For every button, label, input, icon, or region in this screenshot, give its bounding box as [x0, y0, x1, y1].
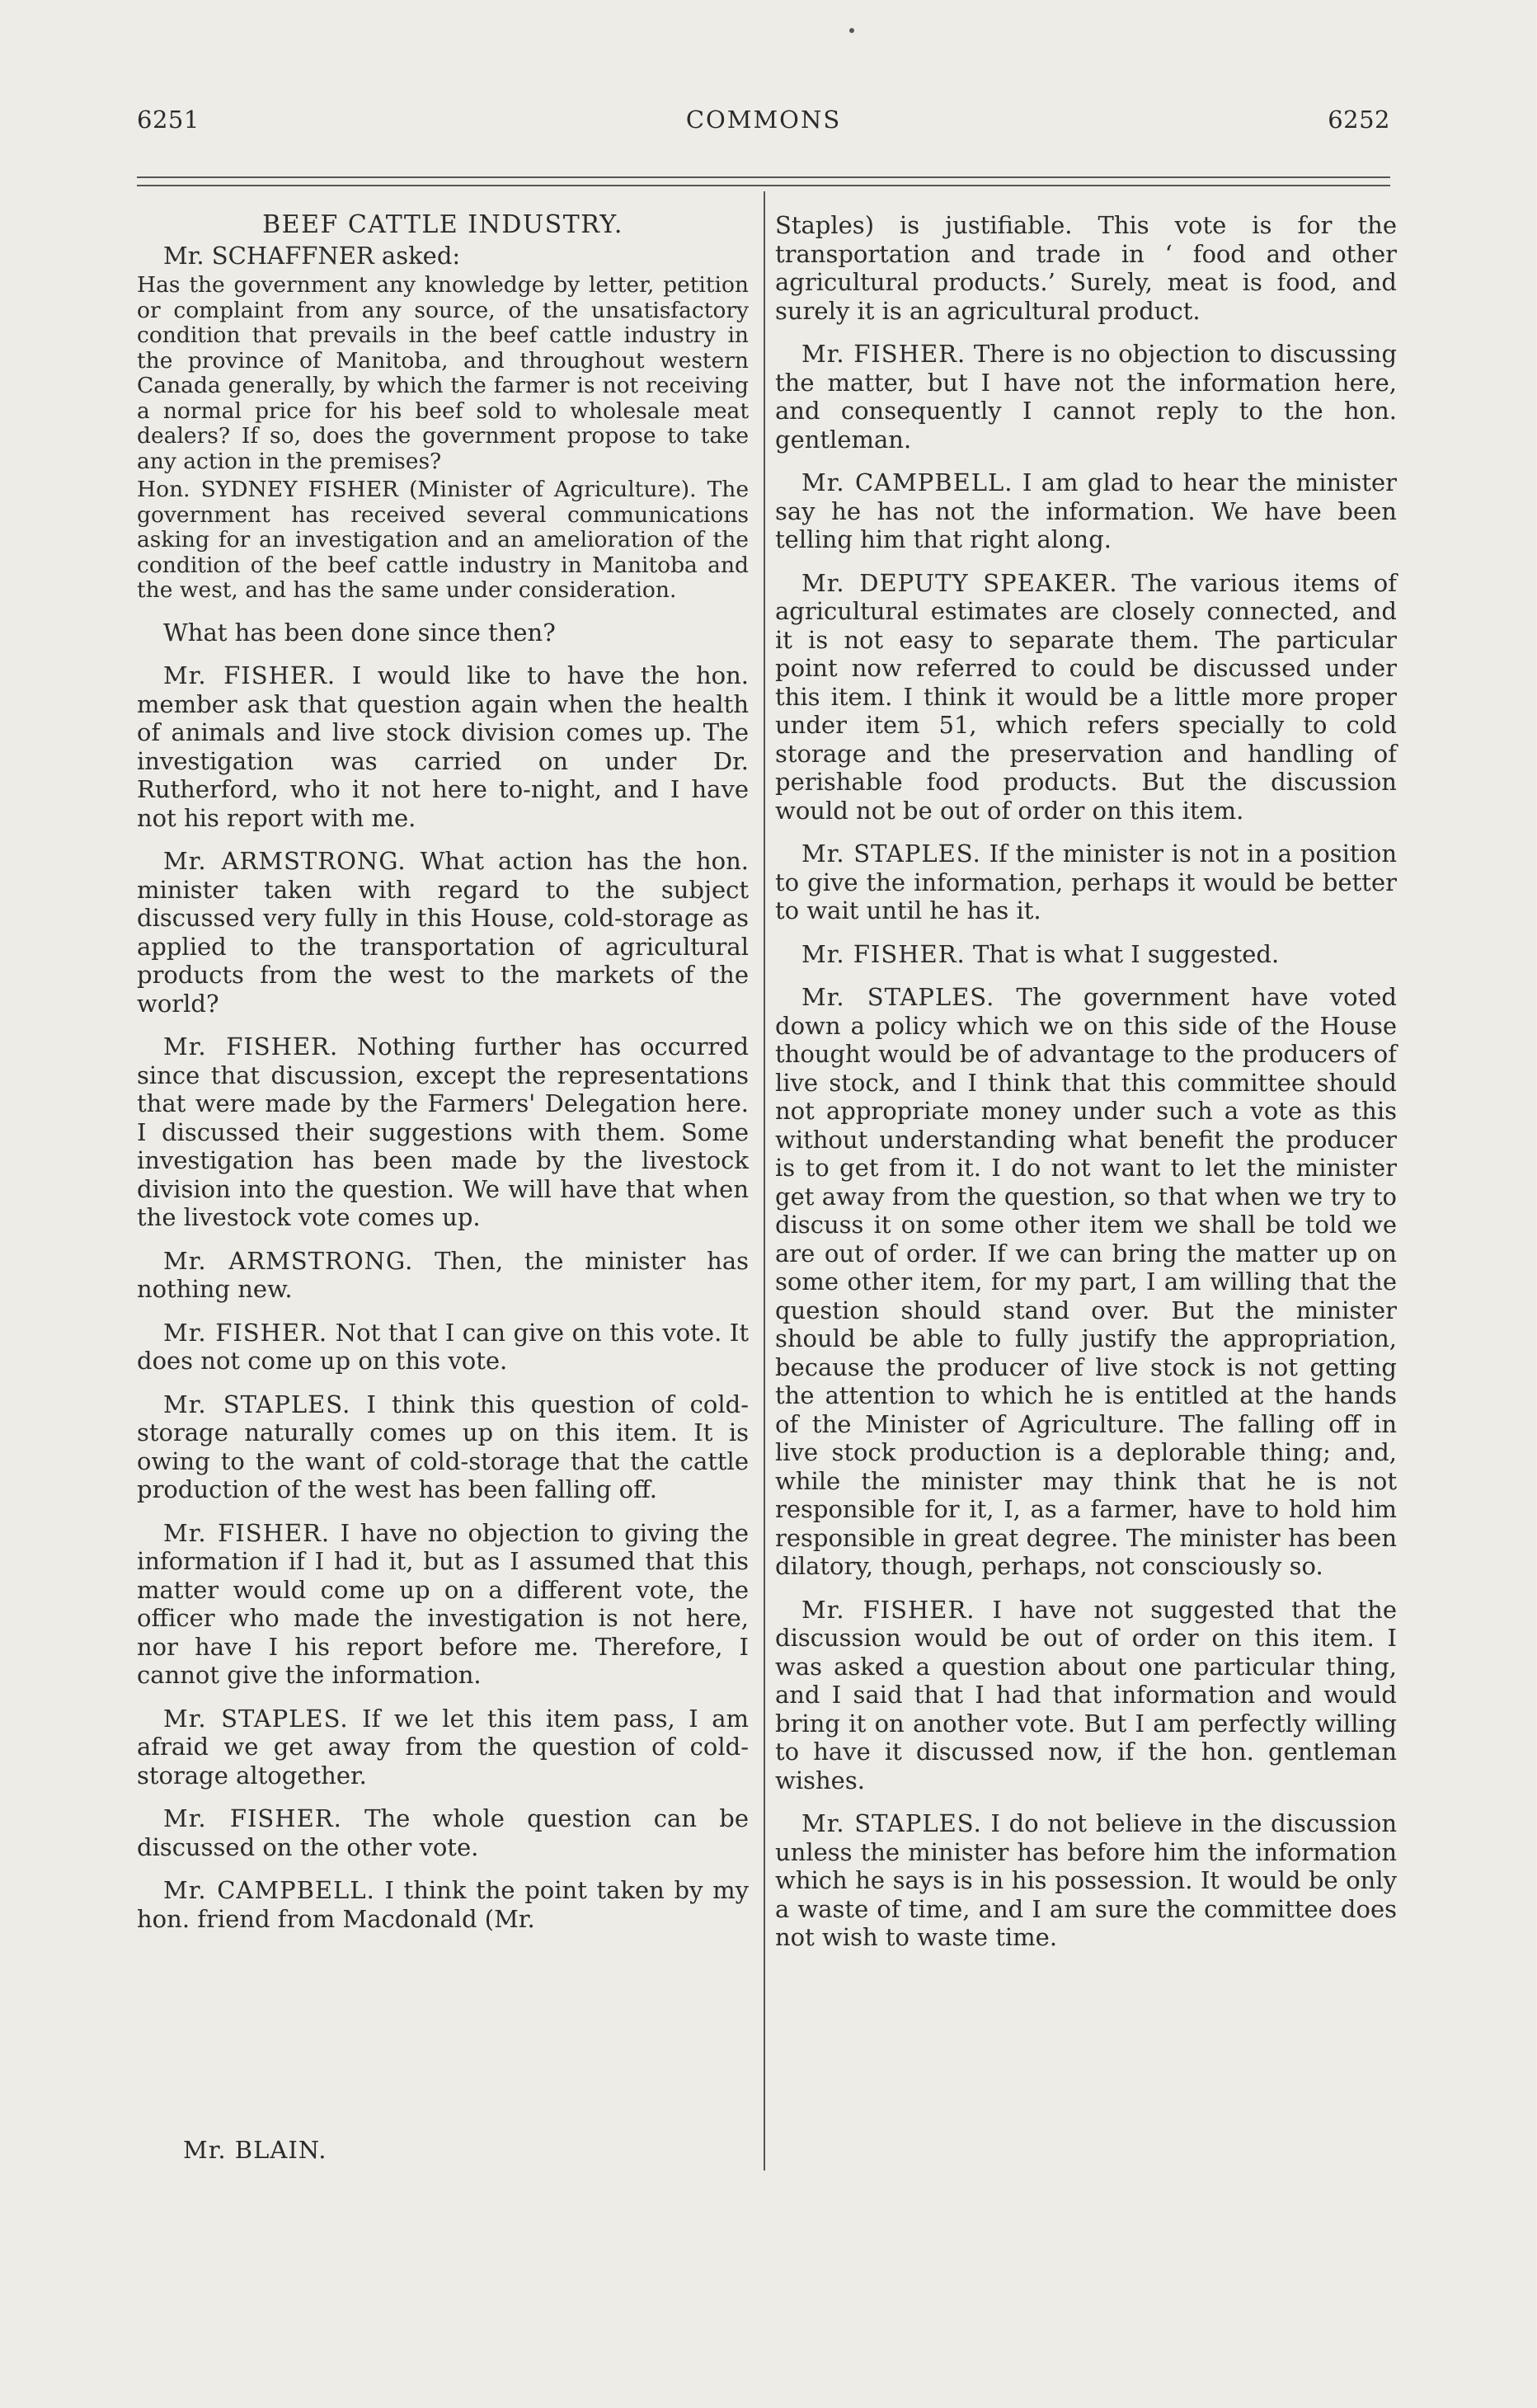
remark	[775, 569, 1397, 825]
remark-text: Not that I can give on this vote. It does not come up on this vote.	[137, 1318, 750, 1375]
speaker-name: Mr. FISHER.	[163, 1318, 328, 1347]
speaker-name: Mr. CAMPBELL.	[163, 1876, 375, 1904]
left-column	[137, 211, 749, 1948]
remark	[137, 847, 749, 1018]
remark	[775, 940, 1397, 969]
remark	[137, 618, 749, 647]
remark	[137, 1319, 749, 1376]
right-page-number: 6252	[1328, 106, 1390, 134]
remark-text: The various items of agricultural estimates are closely connected, and it is not easy to separate them. The particular point now referred to could be discussed under this item. I think it would be a little more proper under item 51, which refers specially to cold storage and the preservation and handling of perishable food products. But the discussion would not be out of order on this item.	[775, 568, 1397, 825]
remark-text: What action has the hon. minister taken with regard to the subject discussed very fully in this House, cold-storage as applied to the transportation of agricultural products from the west to the markets of the world?	[137, 847, 749, 1018]
remark	[775, 340, 1397, 454]
remark	[137, 1705, 749, 1790]
speaker-name: Mr. ARMSTRONG.	[163, 847, 407, 875]
remark	[775, 840, 1397, 925]
remark-text: Nothing further has occurred since that discussion, except the representations that were made by the Farmers' Delegation here. I discussed their suggestions with them. Some investigation has been made by the livestock division into the question. We will have that when the livestock vote comes up.	[137, 1032, 750, 1231]
remark-text: I have not suggested that the discussion would be out of order on this item. I was asked a question about one particular thing, and I said that I had that information and would bring it on another vote. But I am perfectly willing to have it discussed now, if the hon. gentleman wishes.	[775, 1595, 1398, 1794]
speaker-name: Mr. FISHER.	[163, 1518, 331, 1547]
remark-text: What has been done since then?	[163, 618, 556, 647]
remark	[137, 1876, 749, 1933]
speaker-name: Mr. DEPUTY SPEAKER.	[801, 568, 1118, 597]
speaker-name: Mr. FISHER.	[801, 1595, 975, 1624]
remark-text: I think the point taken by my hon. friend from Macdonald (Mr.	[137, 1876, 749, 1933]
remark-text: The whole question can be discussed on the other vote.	[137, 1804, 749, 1861]
remark	[775, 1596, 1397, 1795]
remark	[137, 1804, 749, 1861]
right-column	[775, 211, 1397, 1967]
remark-text: I am glad to hear the minister say he has not the information. We have been telling him that right along.	[775, 468, 1398, 553]
speaker-name: Mr. ARMSTRONG.	[163, 1246, 414, 1275]
remark-text: I do not believe in the discussion unless the minister has before him the information which he says is in his possession. It would be only a waste of time, and I am sure the committee does not wish to waste time.	[775, 1809, 1397, 1951]
header-rule-top	[137, 176, 1390, 178]
remark	[137, 1247, 749, 1304]
remark-text: That is what I suggested.	[972, 939, 1280, 968]
remark-text: If we let this item pass, I am afraid we get away from the question of cold-storage altogether.	[137, 1704, 749, 1790]
remark-text: The government have voted down a policy which we on this side of the House thought would be of advantage to the producers of live stock, and I think that this committee should not appropriate money under such a vote as this without understanding what benefit the producer is to get from it. I do not want to let the minister get away from the question, so that when we try to discuss it on some other item we shall be told we are out of order. If we can bring the matter up on some other item, for my part, I am willing that the question should stand over. But the minister should be able to fully justify the appropriation, because the producer of live stock is not getting the attention to which he is entitled at the hands of the Minister of Agriculture. The falling off in live stock production is a deplorable thing; and, while the minister may think that he is not responsible for it, I, as a farmer, have to hold him responsible in great degree. The minister has been dilatory, though, perhaps, not consciously so.	[775, 983, 1397, 1580]
speaker-name: Mr. STAPLES.	[801, 1809, 982, 1837]
remark-text: Then, the minister has nothing new.	[137, 1246, 749, 1303]
speaker-name: Mr. STAPLES.	[801, 983, 995, 1011]
question-asker: Mr. SCHAFFNER asked:	[163, 241, 461, 270]
remark-text: I have no objection to giving the information if I had it, but as I assumed that this matter would come up on a different vote, the officer who made the investigation is not here, nor have I his report before me. Therefore, I cannot give the information.	[137, 1518, 750, 1689]
remark	[775, 468, 1397, 554]
header-rule-bottom	[137, 185, 1390, 186]
remark-text: There is no objection to discussing the matter, but I have not the information here, and consequently I cannot reply to the hon. gentleman.	[775, 340, 1398, 454]
remark-text: I think this question of cold-storage naturally comes up on this item. It is owing to the want of cold-storage that the cattle production of the west has been falling off.	[137, 1390, 749, 1503]
speaker-name: Mr. STAPLES.	[163, 1390, 351, 1418]
remark-continuation: Staples) is justifiable. This vote is for the transportation and trade in ‘ food and other agricultural products.’ Surely, meat is food, and surely it is an agricultural product.	[775, 211, 1397, 325]
remark	[775, 983, 1397, 1581]
left-page-number: 6251	[137, 106, 200, 134]
speaker-name: Mr. FISHER.	[163, 661, 336, 689]
speaker-name: Mr. FISHER.	[801, 340, 966, 368]
print-speck	[849, 28, 854, 33]
page-header	[137, 106, 1390, 142]
remark	[775, 1809, 1397, 1952]
speaker-name: Mr. FISHER.	[163, 1032, 339, 1061]
written-answer: Hon. SYDNEY FISHER (Minister of Agriculture). The government has received several communications asking for an investigation and an amelioration of the condition of the beef cattle industry in Manitoba and the west, and has the same under consideration.	[137, 477, 749, 603]
remark-text: I would like to have the hon. member ask that question again when the health of animals and live stock division comes up. The investigation was carried on under Dr. Rutherford, who it not here to-night, and I have not his report with me.	[137, 661, 750, 832]
speaker-name: Mr. STAPLES.	[163, 1704, 349, 1733]
speaker-name: Mr. FISHER.	[801, 939, 966, 968]
remark	[137, 1032, 749, 1232]
speaker-name: Mr. FISHER.	[163, 1804, 342, 1832]
section-title: BEEF CATTLE INDUSTRY.	[262, 210, 623, 239]
page-footer-speaker: Mr. BLAIN.	[183, 2136, 327, 2164]
running-title: COMMONS	[685, 106, 842, 134]
remark	[137, 661, 749, 832]
written-question: Has the government any knowledge by letter, petition or complaint from any source, of the unsatisfactory condition that prevails in the beef cattle industry in the province of Manitoba, and throughout western Canada generally, by which the farmer is not receiving a normal price for his beef sold to wholesale meat dealers? If so, does the government propose to take any action in the premises?	[137, 272, 749, 474]
remark-text: If the minister is not in a position to give the information, perhaps it would be better to wait until he has it.	[775, 840, 1398, 924]
remark	[137, 1519, 749, 1690]
column-divider	[764, 191, 765, 2170]
remark	[137, 1390, 749, 1504]
speaker-name: Mr. CAMPBELL.	[801, 468, 1013, 496]
speaker-name: Mr. STAPLES.	[801, 840, 981, 868]
